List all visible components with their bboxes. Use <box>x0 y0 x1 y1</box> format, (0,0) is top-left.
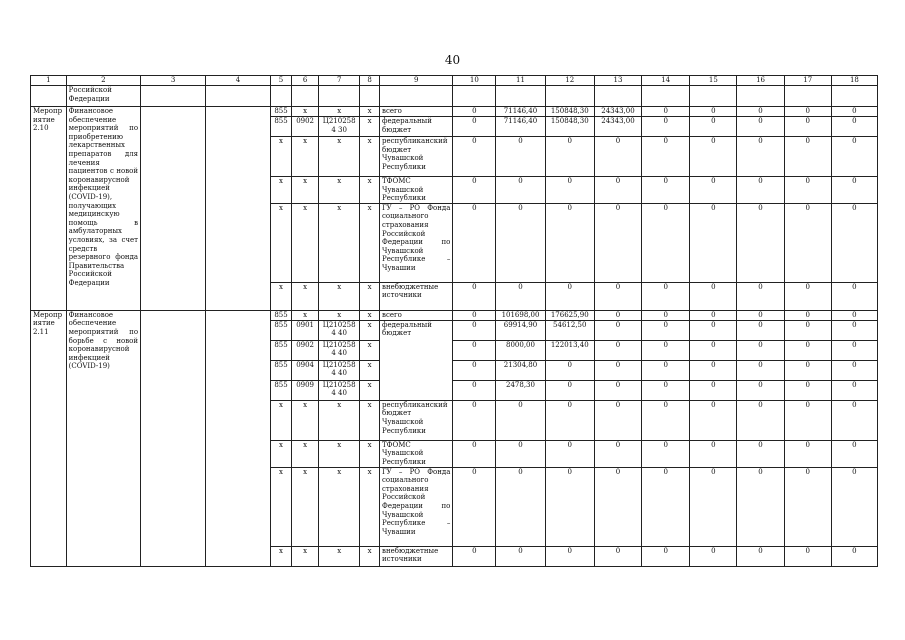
amount-cell: 0 <box>642 107 690 117</box>
amount-cell: 21304,80 <box>496 360 545 380</box>
amount-cell: 0 <box>690 203 737 282</box>
amount-cell: 0 <box>831 137 877 177</box>
table-row <box>31 86 878 107</box>
funding-source-cell: федеральный бюджет <box>380 320 453 400</box>
amount-cell: 0 <box>737 310 784 320</box>
target-article-cell: x <box>319 546 360 566</box>
amount-cell: 0 <box>642 467 690 546</box>
amount-cell: 0 <box>690 440 737 467</box>
amount-cell: 0 <box>831 380 877 400</box>
amount-cell: 0 <box>594 137 641 177</box>
amount-cell: 0 <box>784 107 831 117</box>
amount-cell: 0 <box>831 360 877 380</box>
column-header: 4 <box>206 76 271 86</box>
funding-source-cell: внебюджетные источники <box>380 282 453 310</box>
amount-cell: 0 <box>496 467 545 546</box>
grbs-cell: 855 <box>271 117 292 137</box>
amount-cell: 71146,40 <box>496 117 545 137</box>
amount-cell: 0 <box>737 440 784 467</box>
amount-cell: 0 <box>545 137 594 177</box>
target-article-cell: Ц2102584 40 <box>319 340 360 360</box>
amount-cell: 0 <box>642 360 690 380</box>
amount-cell: 0 <box>453 360 496 380</box>
amount-cell: 0 <box>690 320 737 340</box>
amount-cell: 54612,50 <box>545 320 594 340</box>
amount-cell: 0 <box>690 360 737 380</box>
amount-cell: 0 <box>642 137 690 177</box>
amount-cell: 0 <box>831 203 877 282</box>
amount-cell: 0 <box>737 203 784 282</box>
funding-source-cell: ГУ – РО Фонда социального страхования Российской Федерации по Чувашской Республике – Чувашии <box>380 467 453 546</box>
amount-cell: 0 <box>831 320 877 340</box>
amount-cell: 0 <box>545 380 594 400</box>
amount-cell: 0 <box>831 310 877 320</box>
amount-cell: 24343,00 <box>594 117 641 137</box>
amount-cell: 0 <box>453 117 496 137</box>
amount-cell: 0 <box>737 107 784 117</box>
funding-source-cell: всего <box>380 310 453 320</box>
amount-cell: 0 <box>690 340 737 360</box>
amount-cell: 0 <box>594 380 641 400</box>
amount-cell: 0 <box>831 107 877 117</box>
target-article-cell: x <box>319 282 360 310</box>
amount-cell: 0 <box>784 467 831 546</box>
amount-cell: 0 <box>831 400 877 440</box>
amount-cell: 0 <box>642 310 690 320</box>
amount-cell <box>453 86 496 107</box>
amount-cell: 0 <box>642 320 690 340</box>
column-header: 16 <box>737 76 784 86</box>
amount-cell: 0 <box>831 440 877 467</box>
amount-cell: 150848,30 <box>545 117 594 137</box>
amount-cell: 0 <box>453 310 496 320</box>
amount-cell: 0 <box>594 340 641 360</box>
amount-cell: 0 <box>545 440 594 467</box>
funding-source-cell: внебюджетные источники <box>380 546 453 566</box>
amount-cell: 0 <box>496 282 545 310</box>
target-article-cell: Ц2102584 40 <box>319 380 360 400</box>
grbs-cell: x <box>271 177 292 204</box>
amount-cell: 0 <box>737 320 784 340</box>
amount-cell: 0 <box>784 320 831 340</box>
amount-cell: 0 <box>784 310 831 320</box>
amount-cell: 0 <box>642 380 690 400</box>
column-header: 10 <box>453 76 496 86</box>
column-header: 9 <box>380 76 453 86</box>
section-cell: 0902 <box>291 340 318 360</box>
column-header: 1 <box>31 76 67 86</box>
amount-cell: 0 <box>594 320 641 340</box>
amount-cell: 0 <box>831 467 877 546</box>
target-article-cell: Ц2102584 40 <box>319 320 360 340</box>
amount-cell: 0 <box>594 310 641 320</box>
amount-cell <box>642 86 690 107</box>
amount-cell <box>545 86 594 107</box>
expense-group-cell: x <box>360 467 380 546</box>
column-header: 14 <box>642 76 690 86</box>
amount-cell: 0 <box>784 360 831 380</box>
grbs-cell: 855 <box>271 320 292 340</box>
event-id-cell <box>31 86 67 107</box>
executor-cell <box>141 86 206 107</box>
target-article-cell: x <box>319 177 360 204</box>
page-number: 40 <box>444 53 461 67</box>
amount-cell: 0 <box>594 467 641 546</box>
target-article-cell: x <box>319 400 360 440</box>
amount-cell: 0 <box>690 467 737 546</box>
section-cell: x <box>291 137 318 177</box>
section-cell: x <box>291 546 318 566</box>
target-article-cell: x <box>319 203 360 282</box>
amount-cell: 0 <box>453 380 496 400</box>
amount-cell: 0 <box>453 137 496 177</box>
funding-source-cell: федеральный бюджет <box>380 117 453 137</box>
expense-group-cell: x <box>360 310 380 320</box>
section-cell: 0904 <box>291 360 318 380</box>
amount-cell: 0 <box>690 310 737 320</box>
amount-cell: 0 <box>453 467 496 546</box>
expense-group-cell: x <box>360 177 380 204</box>
funding-source-cell: ТФОМС Чувашской Республики <box>380 440 453 467</box>
amount-cell: 0 <box>737 177 784 204</box>
amount-cell: 0 <box>453 440 496 467</box>
amount-cell <box>737 86 784 107</box>
amount-cell: 0 <box>594 282 641 310</box>
amount-cell: 0 <box>594 360 641 380</box>
amount-cell: 0 <box>642 440 690 467</box>
grbs-cell: x <box>271 467 292 546</box>
amount-cell: 0 <box>545 467 594 546</box>
amount-cell: 0 <box>453 340 496 360</box>
amount-cell: 0 <box>594 546 641 566</box>
amount-cell: 0 <box>784 282 831 310</box>
amount-cell <box>690 86 737 107</box>
table-row <box>31 107 878 117</box>
amount-cell <box>784 86 831 107</box>
target-article-cell: x <box>319 310 360 320</box>
column-header: 8 <box>360 76 380 86</box>
expense-group-cell <box>360 86 380 107</box>
funding-source-cell: ГУ – РО Фонда социального страхования Российской Федерации по Чувашской Республике – Чувашии <box>380 203 453 282</box>
amount-cell: 0 <box>545 360 594 380</box>
grbs-cell <box>271 86 292 107</box>
executor-cell <box>141 310 206 566</box>
amount-cell <box>496 86 545 107</box>
amount-cell: 0 <box>496 440 545 467</box>
column-header: 6 <box>291 76 318 86</box>
amount-cell: 176625,90 <box>545 310 594 320</box>
section-cell: x <box>291 400 318 440</box>
expense-group-cell: x <box>360 546 380 566</box>
funding-source-cell: республиканский бюджет Чувашской Республики <box>380 137 453 177</box>
expense-group-cell: x <box>360 320 380 340</box>
amount-cell: 0 <box>594 203 641 282</box>
amount-cell: 0 <box>737 467 784 546</box>
amount-cell: 0 <box>737 340 784 360</box>
expense-group-cell: x <box>360 340 380 360</box>
section-cell: x <box>291 440 318 467</box>
grbs-cell: 855 <box>271 107 292 117</box>
event-name-cell: Финансовое обеспечение мероприятий по борьбе с новой коронавирусной инфекцией (COVID-19) <box>66 310 140 566</box>
expense-group-cell: x <box>360 137 380 177</box>
grbs-cell: 855 <box>271 310 292 320</box>
amount-cell: 0 <box>496 546 545 566</box>
amount-cell: 0 <box>453 177 496 204</box>
amount-cell: 0 <box>784 177 831 204</box>
amount-cell: 0 <box>594 177 641 204</box>
expense-group-cell: x <box>360 203 380 282</box>
amount-cell: 0 <box>453 107 496 117</box>
amount-cell <box>831 86 877 107</box>
expense-group-cell: x <box>360 117 380 137</box>
amount-cell: 0 <box>737 360 784 380</box>
column-header: 3 <box>141 76 206 86</box>
amount-cell: 0 <box>642 282 690 310</box>
column-header: 2 <box>66 76 140 86</box>
grbs-cell: 855 <box>271 360 292 380</box>
section-cell <box>291 86 318 107</box>
column-header: 13 <box>594 76 641 86</box>
target-indicator-cell <box>206 86 271 107</box>
amount-cell: 0 <box>545 400 594 440</box>
grbs-cell: x <box>271 400 292 440</box>
amount-cell: 0 <box>496 137 545 177</box>
funding-source-cell <box>380 86 453 107</box>
header-row <box>31 76 878 86</box>
amount-cell: 0 <box>453 203 496 282</box>
amount-cell: 0 <box>690 177 737 204</box>
amount-cell: 0 <box>690 546 737 566</box>
grbs-cell: x <box>271 546 292 566</box>
section-cell: 0902 <box>291 117 318 137</box>
amount-cell: 0 <box>690 137 737 177</box>
section-cell: 0909 <box>291 380 318 400</box>
amount-cell: 0 <box>784 400 831 440</box>
funding-source-cell: всего <box>380 107 453 117</box>
amount-cell: 0 <box>784 340 831 360</box>
amount-cell: 0 <box>496 177 545 204</box>
amount-cell: 0 <box>784 380 831 400</box>
target-article-cell: Ц2102584 30 <box>319 117 360 137</box>
amount-cell: 0 <box>496 400 545 440</box>
event-name-cell: Финансовое обеспечение мероприятий по приобретению лекарственных препаратов для лечения пациентов с новой коронавирусной инфекцией (COVID-19), получающих медицинскую помощь в амбулаторных условиях, за счет средств резервного фонда Правительства Российской Федерации <box>66 107 140 311</box>
amount-cell: 24343,00 <box>594 107 641 117</box>
column-header: 7 <box>319 76 360 86</box>
expense-group-cell: x <box>360 107 380 117</box>
amount-cell: 0 <box>784 546 831 566</box>
amount-cell: 0 <box>642 203 690 282</box>
event-name-cell: Российской Федерации <box>66 86 140 107</box>
section-cell: x <box>291 177 318 204</box>
amount-cell: 0 <box>831 117 877 137</box>
column-header: 11 <box>496 76 545 86</box>
amount-cell: 0 <box>831 282 877 310</box>
amount-cell: 0 <box>496 203 545 282</box>
amount-cell: 0 <box>831 546 877 566</box>
expense-group-cell: x <box>360 380 380 400</box>
section-cell: x <box>291 467 318 546</box>
grbs-cell: x <box>271 137 292 177</box>
amount-cell: 150848,30 <box>545 107 594 117</box>
amount-cell: 0 <box>690 400 737 440</box>
section-cell: x <box>291 310 318 320</box>
amount-cell: 0 <box>690 107 737 117</box>
amount-cell: 69914,90 <box>496 320 545 340</box>
amount-cell: 71146,40 <box>496 107 545 117</box>
column-header: 5 <box>271 76 292 86</box>
grbs-cell: x <box>271 440 292 467</box>
section-cell: x <box>291 107 318 117</box>
section-cell: 0901 <box>291 320 318 340</box>
amount-cell: 0 <box>545 177 594 204</box>
amount-cell: 0 <box>784 137 831 177</box>
amount-cell: 0 <box>831 340 877 360</box>
amount-cell: 0 <box>453 400 496 440</box>
amount-cell: 0 <box>642 177 690 204</box>
grbs-cell: 855 <box>271 340 292 360</box>
amount-cell: 0 <box>545 203 594 282</box>
amount-cell: 0 <box>453 282 496 310</box>
amount-cell: 0 <box>453 320 496 340</box>
event-id-cell: Мероприятие 2.11 <box>31 310 67 566</box>
expense-group-cell: x <box>360 282 380 310</box>
amount-cell: 0 <box>642 340 690 360</box>
budget-table <box>30 75 878 567</box>
grbs-cell: x <box>271 203 292 282</box>
amount-cell: 0 <box>737 546 784 566</box>
target-article-cell: x <box>319 137 360 177</box>
funding-source-cell: ТФОМС Чувашской Республики <box>380 177 453 204</box>
target-article-cell: x <box>319 440 360 467</box>
amount-cell: 0 <box>737 137 784 177</box>
amount-cell: 0 <box>737 117 784 137</box>
section-cell: x <box>291 282 318 310</box>
amount-cell: 0 <box>831 177 877 204</box>
expense-group-cell: x <box>360 440 380 467</box>
target-article-cell: x <box>319 467 360 546</box>
target-article-cell: x <box>319 107 360 117</box>
event-id-cell: Мероприятие 2.10 <box>31 107 67 311</box>
grbs-cell: 855 <box>271 380 292 400</box>
amount-cell: 0 <box>784 117 831 137</box>
amount-cell: 0 <box>737 282 784 310</box>
amount-cell: 0 <box>784 203 831 282</box>
amount-cell: 0 <box>545 282 594 310</box>
column-header: 12 <box>545 76 594 86</box>
amount-cell: 0 <box>784 440 831 467</box>
executor-cell <box>141 107 206 311</box>
amount-cell: 0 <box>690 380 737 400</box>
amount-cell: 122013,40 <box>545 340 594 360</box>
target-indicator-cell <box>206 310 271 566</box>
target-article-cell <box>319 86 360 107</box>
amount-cell: 0 <box>690 117 737 137</box>
amount-cell: 0 <box>642 400 690 440</box>
amount-cell <box>594 86 641 107</box>
amount-cell: 0 <box>737 380 784 400</box>
column-header: 15 <box>690 76 737 86</box>
amount-cell: 0 <box>594 400 641 440</box>
column-header: 17 <box>784 76 831 86</box>
amount-cell: 0 <box>737 400 784 440</box>
target-article-cell: Ц2102584 40 <box>319 360 360 380</box>
amount-cell: 0 <box>642 546 690 566</box>
grbs-cell: x <box>271 282 292 310</box>
amount-cell: 0 <box>594 440 641 467</box>
section-cell: x <box>291 203 318 282</box>
amount-cell: 0 <box>642 117 690 137</box>
funding-source-cell: республиканский бюджет Чувашской Республики <box>380 400 453 440</box>
table-row <box>31 310 878 320</box>
amount-cell: 101698,00 <box>496 310 545 320</box>
amount-cell: 0 <box>453 546 496 566</box>
expense-group-cell: x <box>360 360 380 380</box>
amount-cell: 0 <box>690 282 737 310</box>
amount-cell: 0 <box>545 546 594 566</box>
amount-cell: 2478,30 <box>496 380 545 400</box>
expense-group-cell: x <box>360 400 380 440</box>
target-indicator-cell <box>206 107 271 311</box>
amount-cell: 8000,00 <box>496 340 545 360</box>
column-header: 18 <box>831 76 877 86</box>
